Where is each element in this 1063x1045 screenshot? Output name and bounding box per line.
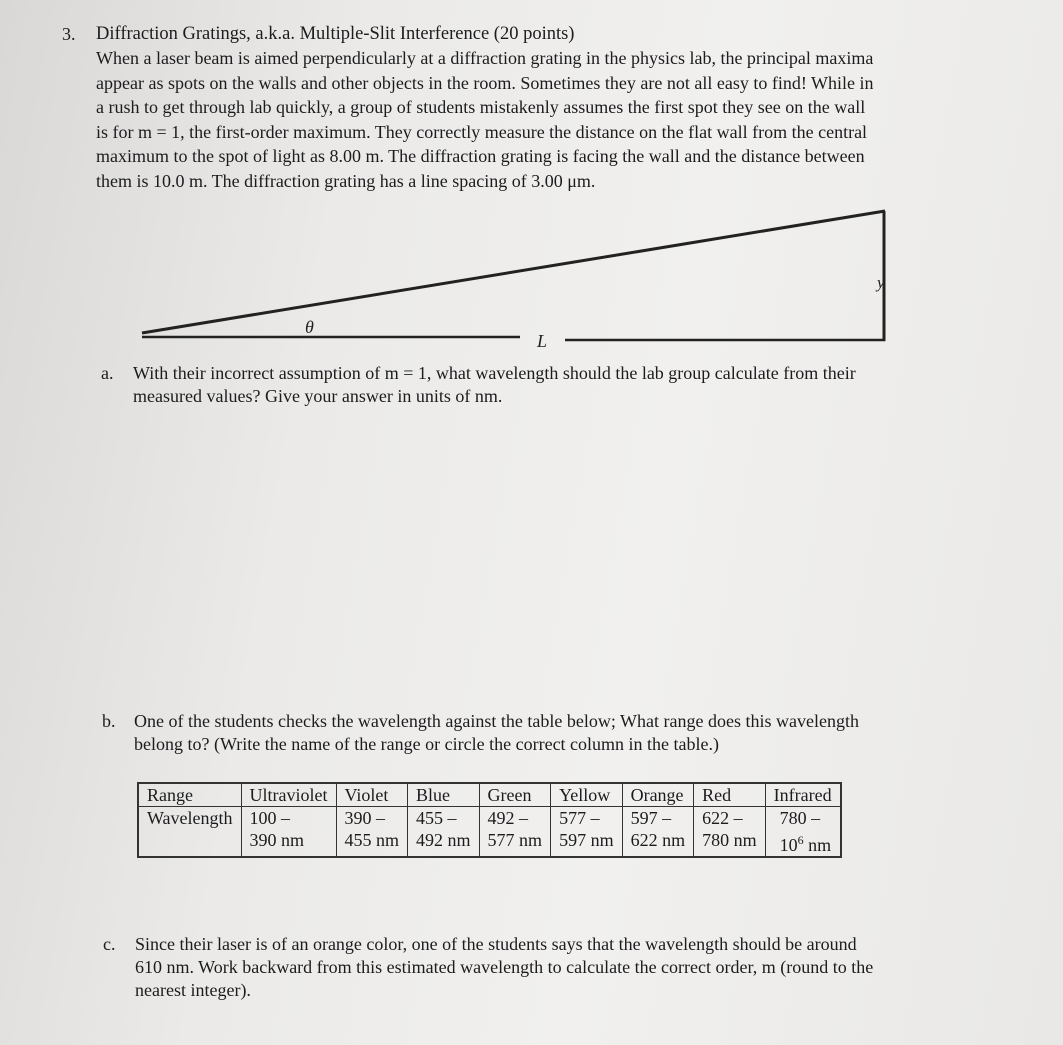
col-red[interactable]: Red: [694, 783, 766, 807]
col-green[interactable]: Green: [479, 783, 551, 807]
table-row-range: [138, 783, 841, 807]
theta-label: θ: [305, 317, 314, 337]
col-blue[interactable]: Blue: [408, 783, 480, 807]
row-header-empty: [138, 829, 241, 857]
blue-low: 455 –: [408, 807, 480, 830]
row-header-range: Range: [138, 783, 241, 807]
table-row-wavelength-high: [138, 829, 841, 857]
part-b-line: One of the students checks the wavelength against the table below; What range does this wavelength: [134, 711, 859, 731]
ultraviolet-high: 390 nm: [241, 829, 336, 857]
col-ultraviolet[interactable]: Ultraviolet: [241, 783, 336, 807]
ultraviolet-low: 100 –: [241, 807, 336, 830]
hypotenuse-line: [142, 211, 885, 333]
violet-low: 390 –: [336, 807, 408, 830]
orange-high: 622 nm: [622, 829, 694, 857]
intro-line: maximum to the spot of light as 8.00 m. The diffraction grating is facing the wall and the distance between: [96, 146, 865, 166]
part-c-line: nearest integer).: [135, 980, 251, 1000]
infrared-high-base: 10: [779, 835, 798, 855]
col-yellow[interactable]: Yellow: [551, 783, 623, 807]
col-violet[interactable]: Violet: [336, 783, 408, 807]
yellow-low: 577 –: [551, 807, 623, 830]
part-b-text: [134, 710, 859, 756]
y-label: y: [877, 273, 885, 292]
part-a-line: measured values? Give your answer in units of nm.: [133, 386, 503, 406]
part-a-label: a.: [101, 363, 114, 383]
intro-line: is for m = 1, the first-order maximum. They correctly measure the distance on the flat wall from the central: [96, 121, 868, 142]
red-high: 780 nm: [694, 829, 766, 857]
intro-line: When a laser beam is aimed perpendicularly at a diffraction grating in the physics lab, the principal maxima: [96, 48, 874, 68]
col-infrared[interactable]: Infrared: [765, 783, 840, 807]
problem-number: 3.: [62, 24, 76, 44]
part-c-line: Since their laser is of an orange color, one of the students says that the wavelength should be around: [135, 934, 857, 954]
intro-line: them is 10.0 m. The diffraction grating has a line spacing of 3.00 μm.: [96, 170, 596, 191]
violet-high: 455 nm: [336, 829, 408, 857]
part-a-text: [133, 362, 856, 408]
L-label: L: [537, 331, 548, 351]
wavelength-range-table: [137, 782, 842, 858]
part-a-line: With their incorrect assumption of m = 1, what wavelength should the lab group calculate from their: [133, 363, 856, 383]
part-c-line: 610 nm. Work backward from this estimated wavelength to calculate the correct order, m (round to the: [135, 957, 874, 977]
blue-high: 492 nm: [408, 829, 480, 857]
orange-low: 597 –: [622, 807, 694, 830]
part-b-line: belong to? (Write the name of the range or circle the correct column in the table.): [134, 734, 720, 754]
intro-line: appear as spots on the walls and other objects in the room. Sometimes they are not all easy to find! While in: [96, 72, 874, 93]
row-header-wavelength: Wavelength: [138, 807, 241, 830]
part-b-label: b.: [102, 711, 116, 731]
problem-title: Diffraction Gratings, a.k.a. Multiple-Slit Interference (20 points): [96, 24, 575, 44]
infrared-high-exp: 6: [797, 833, 804, 847]
intro-line: a rush to get through lab quickly, a group of students mistakenly assumes the first spot they see on the wall: [96, 97, 866, 117]
part-c-label: c.: [103, 934, 116, 954]
col-orange[interactable]: Orange: [622, 783, 694, 807]
green-high: 577 nm: [479, 829, 551, 857]
yellow-high: 597 nm: [551, 829, 623, 857]
part-c-text: [135, 933, 873, 1002]
red-low: 622 –: [694, 807, 766, 830]
green-low: 492 –: [479, 807, 551, 830]
infrared-high: [765, 829, 840, 857]
infrared-high-unit: nm: [803, 835, 832, 855]
infrared-low: 780 –: [765, 807, 840, 830]
table-row-wavelength-low: [138, 807, 841, 830]
